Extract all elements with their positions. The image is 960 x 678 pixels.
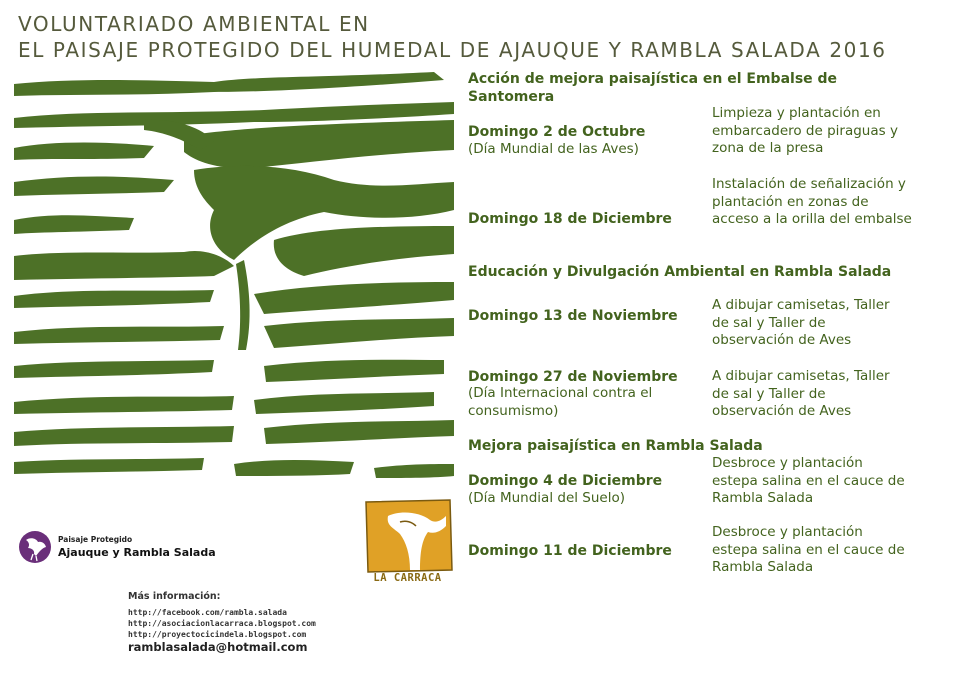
event-date: Domingo 4 de Diciembre xyxy=(468,473,663,489)
heron-reflection-artwork xyxy=(14,70,454,488)
event-note: (Día Mundial del Suelo) xyxy=(468,490,625,506)
event-date: Domingo 2 de Octubre xyxy=(468,124,646,140)
heron-silhouette-icon xyxy=(18,530,52,564)
contact-email-link[interactable]: ramblasalada@hotmail.com xyxy=(128,640,308,654)
facebook-link[interactable]: http://facebook.com/rambla.salada xyxy=(128,608,287,617)
event-date: Domingo 11 de Diciembre xyxy=(468,543,672,559)
paisaje-protegido-logo xyxy=(18,530,218,572)
event-date: Domingo 27 de Noviembre xyxy=(468,369,678,385)
event-description: Desbroce y plantación estepa salina en el cauce de Rambla Salada xyxy=(712,524,905,575)
paisaje-logo-small-text: Paisaje Protegido xyxy=(58,535,133,544)
info-title: Más información: xyxy=(128,591,221,602)
event-description: Instalación de señalización y plantación en zonas de acceso a la orilla del embalse xyxy=(712,176,912,227)
event-note: (Día Internacional contra el consumismo) xyxy=(468,385,653,419)
event-date: Domingo 13 de Noviembre xyxy=(468,308,678,324)
section-heading: Acción de mejora paisajística en el Embalse de Santomera xyxy=(468,71,838,105)
event-note: (Día Mundial de las Aves) xyxy=(468,141,639,157)
poster-title-line1: VOLUNTARIADO AMBIENTAL EN xyxy=(18,12,370,36)
carraca-logo-label: LA CARRACA xyxy=(373,572,442,584)
poster-title-line2: EL PAISAJE PROTEGIDO DEL HUMEDAL DE AJAUQUE Y RAMBLA SALADA 2016 xyxy=(18,38,887,62)
section-heading: Mejora paisajística en Rambla Salada xyxy=(468,438,763,454)
paisaje-logo-name: Ajauque y Rambla Salada xyxy=(58,546,216,559)
event-date: Domingo 18 de Diciembre xyxy=(468,211,672,227)
event-description: Limpieza y plantación en embarcadero de piraguas y zona de la presa xyxy=(712,105,898,156)
section-heading: Educación y Divulgación Ambiental en Rambla Salada xyxy=(468,264,892,280)
lacarraca-blog-link[interactable]: http://asociacionlacarraca.blogspot.com xyxy=(128,619,316,628)
event-description: Desbroce y plantación estepa salina en el cauce de Rambla Salada xyxy=(712,455,905,506)
cicindela-blog-link[interactable]: http://proyectocicindela.blogspot.com xyxy=(128,630,307,639)
event-description: A dibujar camisetas, Taller de sal y Taller de observación de Aves xyxy=(712,297,890,348)
event-description: A dibujar camisetas, Taller de sal y Taller de observación de Aves xyxy=(712,368,890,419)
